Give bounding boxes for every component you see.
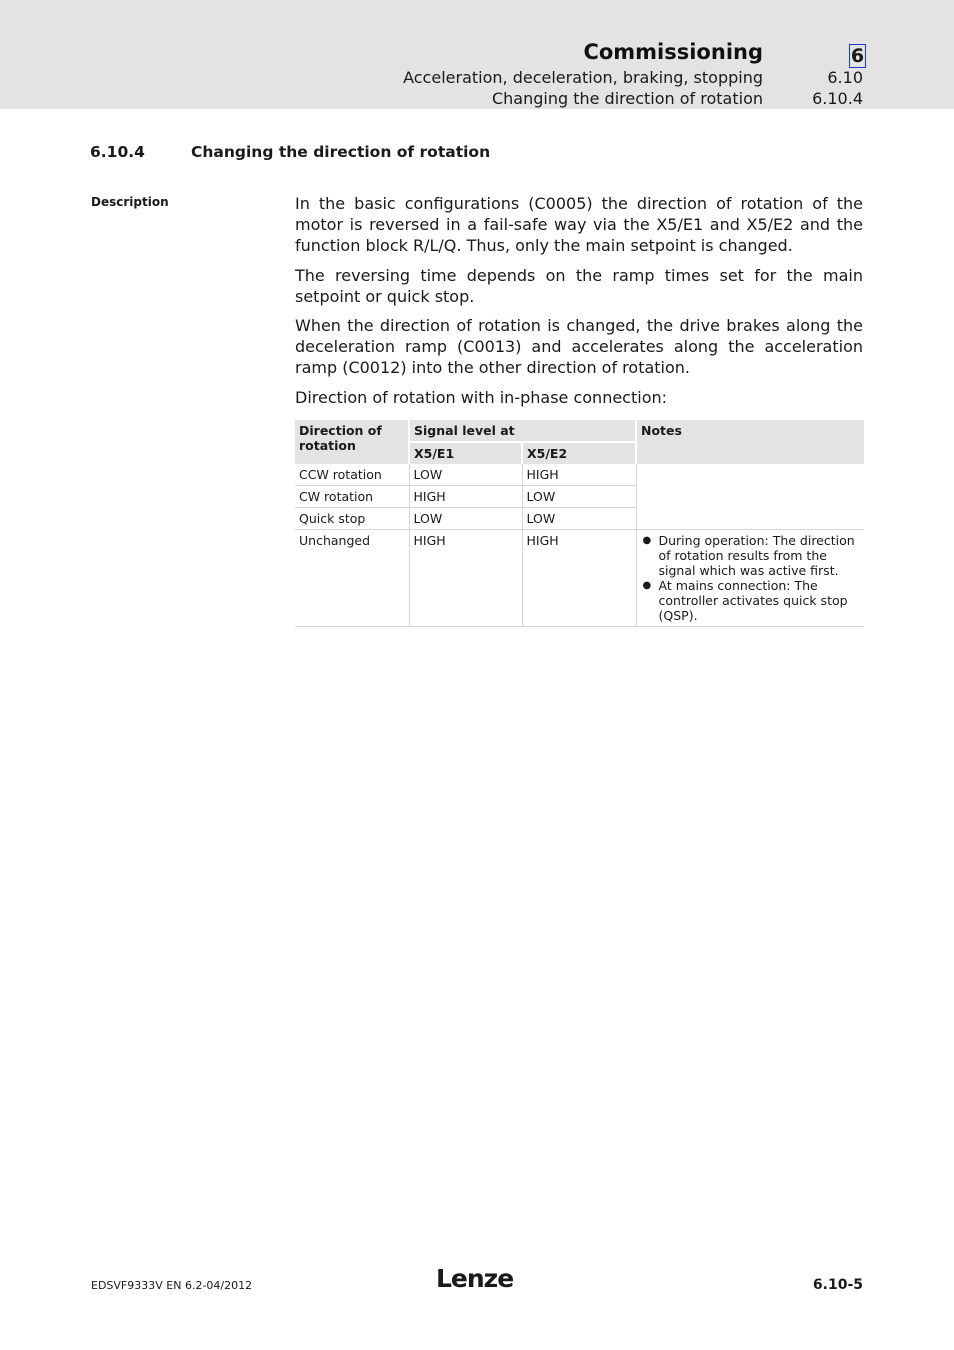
- header-band: [0, 0, 954, 109]
- cell-e2: HIGH: [522, 530, 636, 627]
- paragraph-4: Direction of rotation with in-phase connection:: [295, 388, 668, 407]
- subchapter-number: 6.10: [827, 68, 863, 87]
- chapter-title: Commissioning: [583, 40, 763, 64]
- cell-e2: HIGH: [522, 464, 636, 486]
- cell-notes: [636, 530, 864, 627]
- paragraph-2: The reversing time depends on the ramp times set for the main setpoint or quick stop.: [295, 266, 863, 306]
- footer-page-number: 6.10-5: [812, 1277, 863, 1293]
- footer-doc-id: EDSVF9333V EN 6.2-04/2012: [91, 1279, 253, 1292]
- section-number: 6.10.4: [90, 143, 145, 161]
- cell-direction: CCW rotation: [295, 464, 409, 486]
- side-label-description: Description: [91, 195, 169, 209]
- cell-direction: Unchanged: [295, 530, 409, 627]
- subsection-title: Changing the direction of rotation: [491, 89, 763, 108]
- cell-e1: HIGH: [409, 530, 522, 627]
- notes-list: [641, 533, 861, 623]
- cell-e1: LOW: [409, 464, 522, 486]
- header-x5-e1: X5/E1: [409, 442, 522, 464]
- table-row: [295, 464, 864, 486]
- header-direction: Direction of rotation: [295, 420, 409, 464]
- section-title: Changing the direction of rotation: [191, 143, 491, 161]
- header-signal-level: Signal level at: [409, 420, 636, 442]
- list-item: ● At mains connection: The controller activates quick stop (QSP).: [641, 578, 861, 623]
- subchapter-title: Acceleration, deceleration, braking, stopping: [403, 68, 763, 87]
- cell-e2: LOW: [522, 508, 636, 530]
- cell-e1: HIGH: [409, 486, 522, 508]
- table-row: [295, 530, 864, 627]
- rotation-table: [295, 420, 864, 627]
- paragraph-3: When the direction of rotation is changed, the drive brakes along the deceleration ramp (C0013) and accelerates along the acceleration ramp (C0012) into the other direction of rotation.: [295, 316, 863, 377]
- header-x5-e2: X5/E2: [522, 442, 636, 464]
- lenze-logo: Lenze: [436, 1264, 514, 1293]
- subsection-number: 6.10.4: [812, 89, 863, 108]
- cell-e1: LOW: [409, 508, 522, 530]
- cell-direction: Quick stop: [295, 508, 409, 530]
- cell-notes-empty: [636, 464, 864, 530]
- list-item: ● During operation: The direction of rotation results from the signal which was active first.: [641, 533, 861, 578]
- header-notes: Notes: [636, 420, 864, 464]
- paragraph-1: In the basic configurations (C0005) the direction of rotation of the motor is reversed in a fail-safe way via the X5/E1 and X5/E2 and the function block R/L/Q. Thus, only the main setpoint is changed.: [295, 194, 863, 255]
- cell-e2: LOW: [522, 486, 636, 508]
- cell-direction: CW rotation: [295, 486, 409, 508]
- chapter-number-badge[interactable]: 6: [850, 45, 865, 67]
